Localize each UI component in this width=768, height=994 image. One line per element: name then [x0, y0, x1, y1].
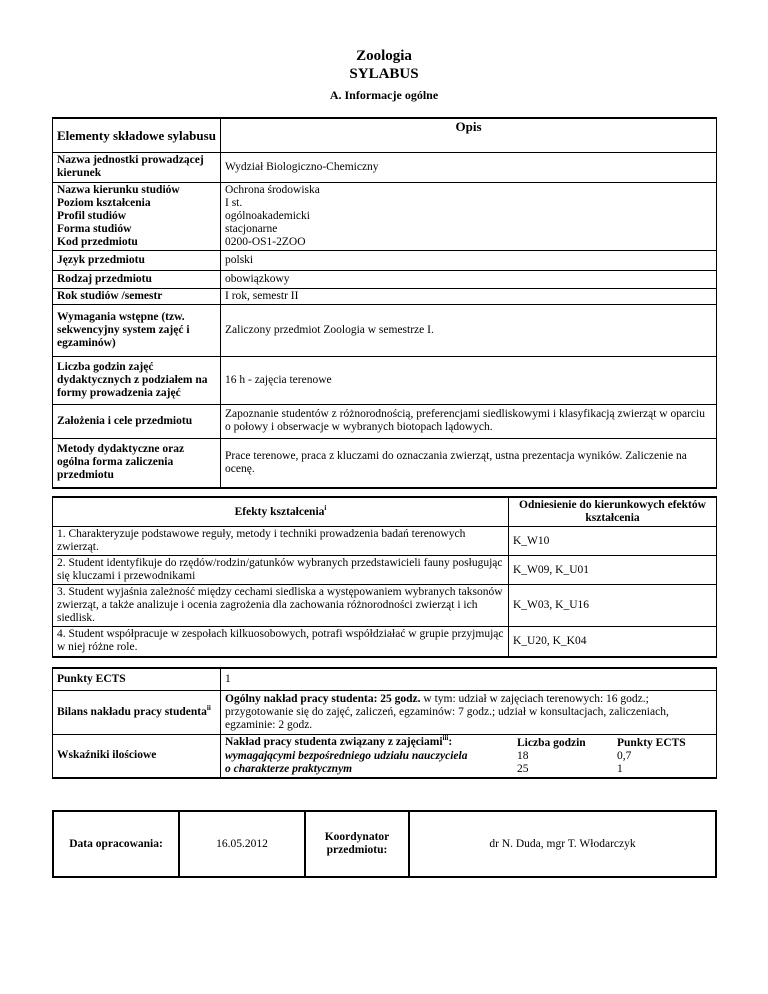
coordinator-val: dr N. Duda, mgr T. Włodarczyk	[409, 811, 716, 877]
effect-ref: K_U20, K_K04	[509, 627, 717, 657]
methods-val: Prace terenowe, praca z kluczami do oznaczania zwierząt, ustna prezentacja wyników. Zaliczenie na ocenę.	[221, 438, 717, 488]
effect-text: 4. Student współpracuje w zespołach kilkuosobowych, potrafi współdziałać w grupie przyjmując w niej różne role.	[53, 627, 509, 657]
effect-text: 1. Charakteryzuje podstawowe reguły, metody i techniki prowadzenia badań terenowych zwierząt.	[53, 527, 509, 556]
goals-key: Założenia i cele przedmiotu	[53, 404, 221, 438]
hours-val: 16 h - zajęcia terenowe	[221, 356, 717, 404]
indicators-cell	[221, 734, 717, 778]
methods-key: Metody dydaktyczne oraz ogólna forma zaliczenia przedmiotu	[53, 438, 221, 488]
unit-key: Nazwa jednostki prowadzącej kierunek	[53, 152, 221, 182]
req-val: Zaliczony przedmiot Zoologia w semestrze I.	[221, 304, 717, 356]
req-key: Wymagania wstępne (tzw. sekwencyjny system zajęć i egzaminów)	[53, 304, 221, 356]
indicators-hours-direct: 18	[517, 749, 529, 762]
ref-col-header: Odniesienie do kierunkowych efektów kształcenia	[509, 497, 717, 527]
ects-key: Punkty ECTS	[53, 668, 221, 690]
effects-table	[52, 496, 717, 658]
hours-key: Liczba godzin zajęć dydaktycznych z podziałem na formy prowadzenia zajęć	[53, 356, 221, 404]
section-heading: A. Informacje ogólne	[329, 88, 439, 102]
effect-ref: K_W10	[509, 527, 717, 556]
type-key: Rodzaj przedmiotu	[53, 270, 221, 288]
lang-val: polski	[221, 250, 717, 270]
level-val: I st.	[225, 196, 243, 209]
indicators-ects-header: Punkty ECTS	[617, 736, 686, 749]
table-row	[53, 527, 717, 556]
year-key: Rok studiów /semestr	[53, 288, 221, 304]
balance-key-cell	[53, 690, 221, 734]
ects-val: 1	[221, 668, 717, 690]
balance-key: Bilans nakładu pracy studenta	[57, 705, 207, 718]
table-row	[53, 627, 717, 657]
footer-table	[52, 810, 717, 878]
type-val: obowiązkowy	[221, 270, 717, 288]
effects-col-header	[53, 497, 509, 527]
indicators-row-practical: o charakterze praktycznym	[225, 762, 353, 775]
goals-val: Zapoznanie studentów z różnorodnością, preferencjami siedliskowymi i klasyfikacją zwierząt w oparciu o połowy i obserwacje w wybranych biotopach lądowych.	[221, 404, 717, 438]
program-keys	[53, 182, 221, 250]
indicators-label-cell: Nakład pracy studenta związany z zajęciami$^{iii}$:	[225, 733, 453, 748]
effect-ref: K_W03, K_U16	[509, 585, 717, 627]
table-row	[53, 585, 717, 627]
balance-detail: w tym: udział w zajęciach terenowych: 16 godz.; przygotowanie się do zajęć, zaliczeń, egzaminów: 7 godz.; udział w konsultacjach, zaliczeniach, egzaminie: 2 godz.	[225, 692, 669, 731]
program-vals	[221, 182, 717, 250]
unit-val: Wydział Biologiczno-Chemiczny	[221, 152, 717, 182]
profile-val: ogólnoakademicki	[225, 209, 310, 222]
effects-col-label: Efekty kształcenia	[234, 505, 325, 518]
field-val: Ochrona środowiska	[225, 183, 320, 196]
indicators-hours-header: Liczba godzin	[517, 736, 586, 749]
balance-total: Ogólny nakład pracy studenta: 25 godz.	[225, 692, 421, 705]
indicators-label: Nakład pracy studenta związany z zajęciami	[225, 735, 443, 748]
info-col-val-header: Opis	[221, 118, 717, 152]
effect-text: 2. Student identyfikuje do rzędów/rodzin/gatunków wybranych przedstawicieli fauny posługując się kluczami i przewodnikami	[53, 556, 509, 585]
balance-footnote-mark: ii	[206, 703, 211, 712]
field-key: Nazwa kierunku studiów	[57, 183, 180, 196]
profile-key: Profil studiów	[57, 209, 127, 222]
level-key: Poziom kształcenia	[57, 196, 151, 209]
indicators-hours-practical: 25	[517, 762, 529, 775]
info-table	[52, 117, 717, 489]
code-val: 0200-OS1-2ZOO	[225, 235, 306, 248]
indicators-footnote-mark: iii	[442, 733, 449, 742]
indicators-key: Wskaźniki ilościowe	[53, 734, 221, 778]
year-val: I rok, semestr II	[221, 288, 717, 304]
coordinator-key: Koordynator przedmiotu:	[305, 811, 409, 877]
date-key: Data opracowania:	[53, 811, 179, 877]
date-val: 16.05.2012	[179, 811, 305, 877]
doc-title: Zoologia	[356, 48, 412, 64]
indicators-ects-direct: 0,7	[617, 749, 632, 762]
doc-subtitle: SYLABUS	[349, 66, 419, 82]
effects-footnote-mark: i	[324, 503, 327, 512]
balance-val	[221, 690, 717, 734]
table-row	[53, 556, 717, 585]
info-col-key-header: Elementy składowe sylabusu	[53, 118, 221, 152]
indicators-row-direct: wymagającymi bezpośredniego udziału nauczyciela	[225, 749, 468, 762]
code-key: Kod przedmiotu	[57, 235, 138, 248]
indicators-ects-practical: 1	[617, 762, 623, 775]
effect-ref: K_W09, K_U01	[509, 556, 717, 585]
form-val: stacjonarne	[225, 222, 278, 235]
ects-table	[52, 667, 717, 779]
effect-text: 3. Student wyjaśnia zależność między cechami siedliska a występowaniem wybranych taksonów zwierząt, a także analizuje i ocenia zagrożenia dla zachowania różnorodności zwierząt i ich siedlisk.	[53, 585, 509, 627]
form-key: Forma studiów	[57, 222, 132, 235]
lang-key: Język przedmiotu	[53, 250, 221, 270]
